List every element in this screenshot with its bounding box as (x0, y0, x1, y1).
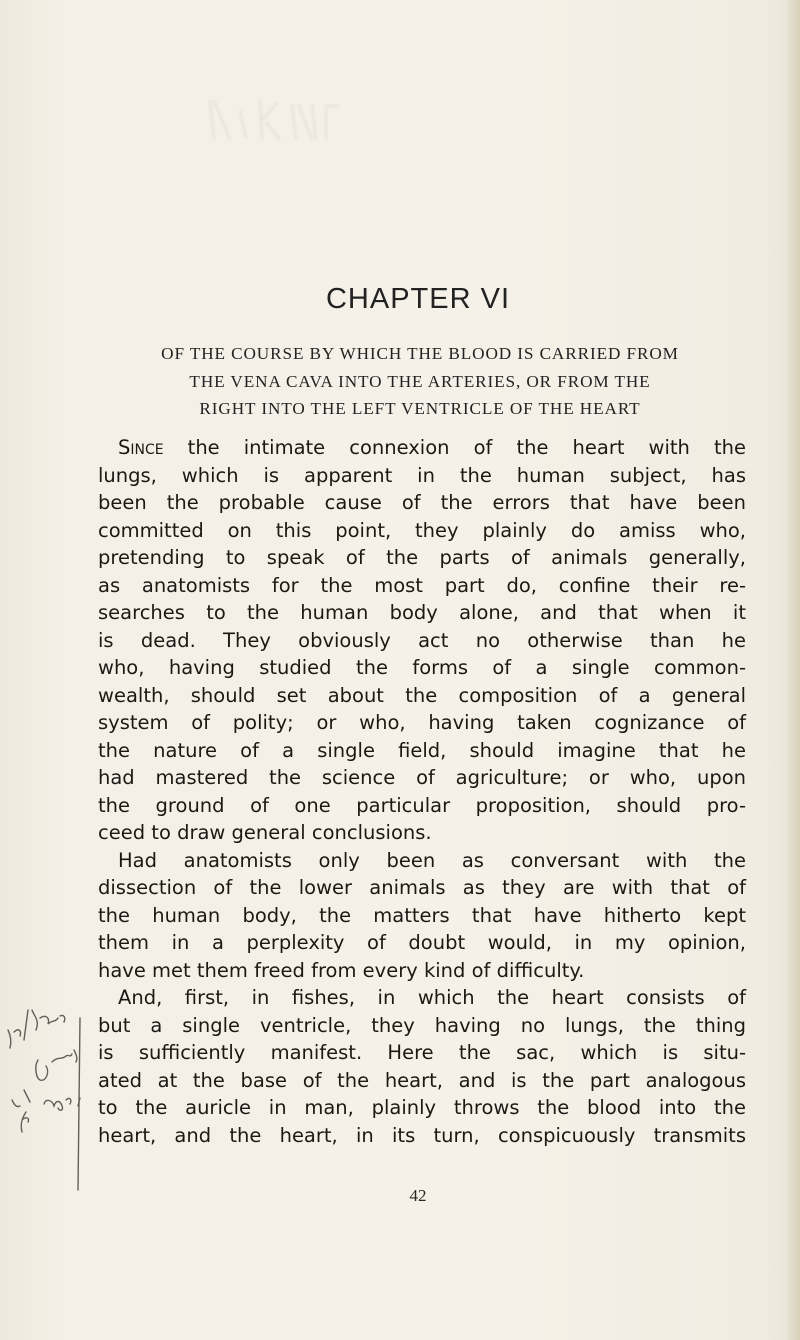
text-line: system of polity; or who, having taken cognizance of (98, 711, 746, 734)
text-line: heart, and the heart, in its turn, conspicuously transmits (98, 1123, 746, 1147)
bleed-through-marks (200, 90, 400, 150)
body-text (98, 434, 746, 1149)
text-line (98, 434, 746, 462)
text-line: lungs, which is apparent in the human subject, has (98, 463, 746, 487)
handwritten-margin-annotations (0, 0, 96, 1340)
text-line-rest: the intimate connexion of the heart with the (163, 436, 746, 459)
text-line: And, first, in fishes, in which the heart consists of (118, 986, 746, 1009)
chapter-subtitle (96, 340, 744, 423)
text-line: committed on this point, they plainly do amiss who, (98, 518, 746, 542)
text-line: the nature of a single field, should imagine that he (98, 738, 746, 762)
text-line: dissection of the lower animals as they are with that of (98, 876, 746, 899)
text-line: is sufficiently manifest. Here the sac, which is situ- (98, 1041, 746, 1064)
text-line: ceed to draw general conclusions. (98, 821, 432, 844)
text-line: as anatomists for the most part do, confine their re- (98, 573, 746, 597)
subtitle-line: OF THE COURSE BY WHICH THE BLOOD IS CARRIED FROM (161, 344, 679, 363)
page-number: 42 (409, 1186, 427, 1205)
text-line: is dead. They obviously act no otherwise than he (98, 628, 746, 652)
text-line: them in a perplexity of doubt would, in my opinion, (98, 931, 746, 954)
subtitle-line: RIGHT INTO THE LEFT VENTRICLE OF THE HEART (199, 399, 641, 418)
text-line: Had anatomists only been as conversant with the (118, 848, 746, 872)
text-line: who, having studied the forms of a single common- (98, 656, 746, 679)
text-line: the ground of one particular proposition, should pro- (98, 793, 746, 817)
text-line: but a single ventricle, they having no lungs, the thing (98, 1013, 746, 1037)
text-line: pretending to speak of the parts of animals generally, (98, 546, 746, 569)
subtitle-line: THE VENA CAVA INTO THE ARTERIES, OR FROM THE (189, 371, 651, 391)
drop-word: Since (118, 436, 164, 459)
page-edge-shadow (786, 0, 800, 1340)
text-line: the human body, the matters that have hitherto kept (98, 903, 746, 927)
chapter-title: CHAPTER VI (325, 283, 511, 315)
text-line: searches to the human body alone, and that when it (98, 601, 746, 624)
text-line: wealth, should set about the composition of a general (98, 683, 746, 707)
text-line: ated at the base of the heart, and is the part analogous (98, 1068, 746, 1092)
text-line: been the probable cause of the errors that have been (98, 491, 746, 514)
text-line: to the auricle in man, plainly throws the blood into the (98, 1096, 746, 1119)
text-line: have met them freed from every kind of difficulty. (98, 958, 585, 982)
text-line: had mastered the science of agriculture; or who, upon (98, 766, 746, 789)
